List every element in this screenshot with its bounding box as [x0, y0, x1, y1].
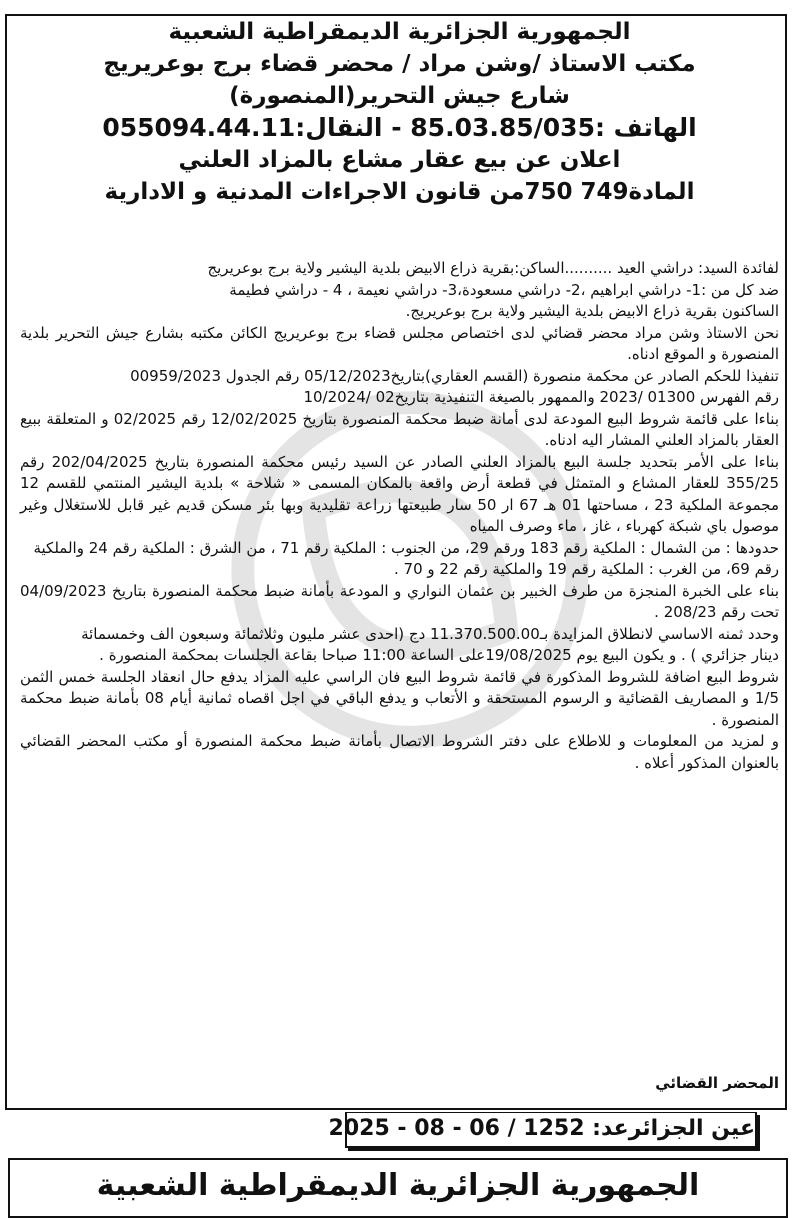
announcement-body	[20, 258, 779, 774]
body-paragraph: و لمزيد من المعلومات و للاطلاع على دفتر الشروط الاتصال بأمانة ضبط محكمة المنصورة أو مكتب المحضر القضائي بالعنوان المذكور أعلاه .	[20, 732, 779, 772]
body-paragraph: حدودها : من الشمال : الملكية رقم 183 ورقم 29، من الجنوب : الملكية رقم 71 ، من الشرق : الملكية رقم 24 والملكية	[33, 538, 779, 557]
body-paragraph: بناء على الخبرة المنجزة من طرف الخبير بن عثمان النواري و المودعة بأمانة ضبط محكمة المنصورة بتاريخ 04/09/2023 تحت رقم 208/23 .	[20, 581, 779, 621]
legal-article: المادة749 750من قانون الاجراءات المدنية و الادارية	[104, 179, 695, 205]
announcement-header	[0, 16, 799, 208]
body-paragraph: وحدد ثمنه الاساسي لانطلاق المزايدة بـ11.370.500.00 دج (احدى عشر مليون وثلاثمائة وسبعون الف وخمسمائة	[81, 624, 779, 643]
office-address: شارع جيش التحرير(المنصورة)	[229, 83, 570, 109]
body-paragraph: تنفيذا للحكم الصادر عن محكمة منصورة (القسم العقاري)بتاريخ05/12/2023 رقم الجدول 00959/2023	[130, 366, 779, 385]
republic-title: الجمهورية الجزائرية الديمقراطية الشعبية	[168, 19, 631, 45]
body-paragraph: بناءا على الأمر بتحديد جلسة البيع بالمزاد العلني الصادر عن السيد رئيس محكمة المنصورة بتاريخ 202/04/2025 رقم 355/25 للعقار المشاع و المتمثل في قطعة أرض واقعة بالمكان المسمى « شلاحة » بلدية اليشير المنتمي للقسم 12 مجموعة الملكية 23 ، مساحتها 01 هـ 67 ار 50 سار طبيعتها زراعة تقليدية وبها بئر مسكن قديم غير قابل للاستغلال وغير موصول باي شبكة كهرباء ، غاز ، ماء وصرف المياه	[20, 452, 779, 535]
body-paragraph: دينار جزائري ) . و يكون البيع يوم 19/08/2025على الساعة 11:00 صباحا بقاعة الجلسات بمحكمة المنصورة .	[99, 646, 779, 664]
body-paragraph: الساكنون بقرية ذراع الابيض بلدية اليشير ولاية برج بوعريريج.	[405, 302, 779, 320]
next-announcement-title: الجمهورية الجزائرية الديمقراطية الشعبية	[96, 1168, 700, 1203]
body-paragraph: بناءا على قائمة شروط البيع المودعة لدى أمانة ضبط محكمة المنصورة بتاريخ 12/02/2025 رقم 02/2025 و المتعلقة ببيع العقار بالمزاد العلني المشار اليه ادناه.	[20, 409, 780, 449]
body-paragraph: ضد كل من :1- دراشي ابراهيم ،2- دراشي مسعودة،3- دراشي نعيمة ، 4 - دراشي فطيمة	[229, 280, 779, 299]
body-paragraph: لفائدة السيد: دراشي العيد ..........الساكن:بقرية ذراع الابيض بلدية اليشير ولاية برج بوعريريج	[207, 259, 779, 277]
next-announcement-frame	[8, 1158, 788, 1218]
bailiff-signature: المحضر القضائي	[655, 1074, 779, 1092]
phone-numbers: الهاتف :85.03.85/035 - النقال:055094.44.11	[102, 113, 697, 142]
reference-number-box: عين الجزائرعد: 1252 / 06 - 08 - 2025	[345, 1112, 757, 1148]
announcement-title: اعلان عن بيع عقار مشاع بالمزاد العلني	[178, 147, 621, 173]
office-name: مكتب الاستاذ /وشن مراد / محضر قضاء برج بوعريريج	[103, 51, 696, 77]
body-paragraph: شروط البيع اضافة للشروط المذكورة في قائمة شروط البيع فان الراسي عليه المزاد يدفع حال انعقاد الجلسة خمس الثمن 1/5 و المصاريف القضائية و الرسوم المستحقة و الأتعاب و يدفع الباقي في اجل اقصاه ثمانية أيام 08 بأمانة ضبط محكمة المنصورة .	[20, 667, 779, 729]
body-paragraph: نحن الاستاذ وشن مراد محضر قضائي لدى اختصاص مجلس قضاء برج بوعريريج الكائن مكتبه بشارع جيش التحرير بلدية المنصورة و الموقع ادناه.	[20, 323, 779, 363]
body-paragraph: رقم الفهرس 01300 /2023 والممهور بالصيغة التنفيذية بتاريخ02 /10/2024	[303, 388, 779, 406]
body-paragraph: رقم 69، من الغرب : الملكية رقم 19 والملكية رقم 22 و 70 .	[393, 560, 779, 578]
